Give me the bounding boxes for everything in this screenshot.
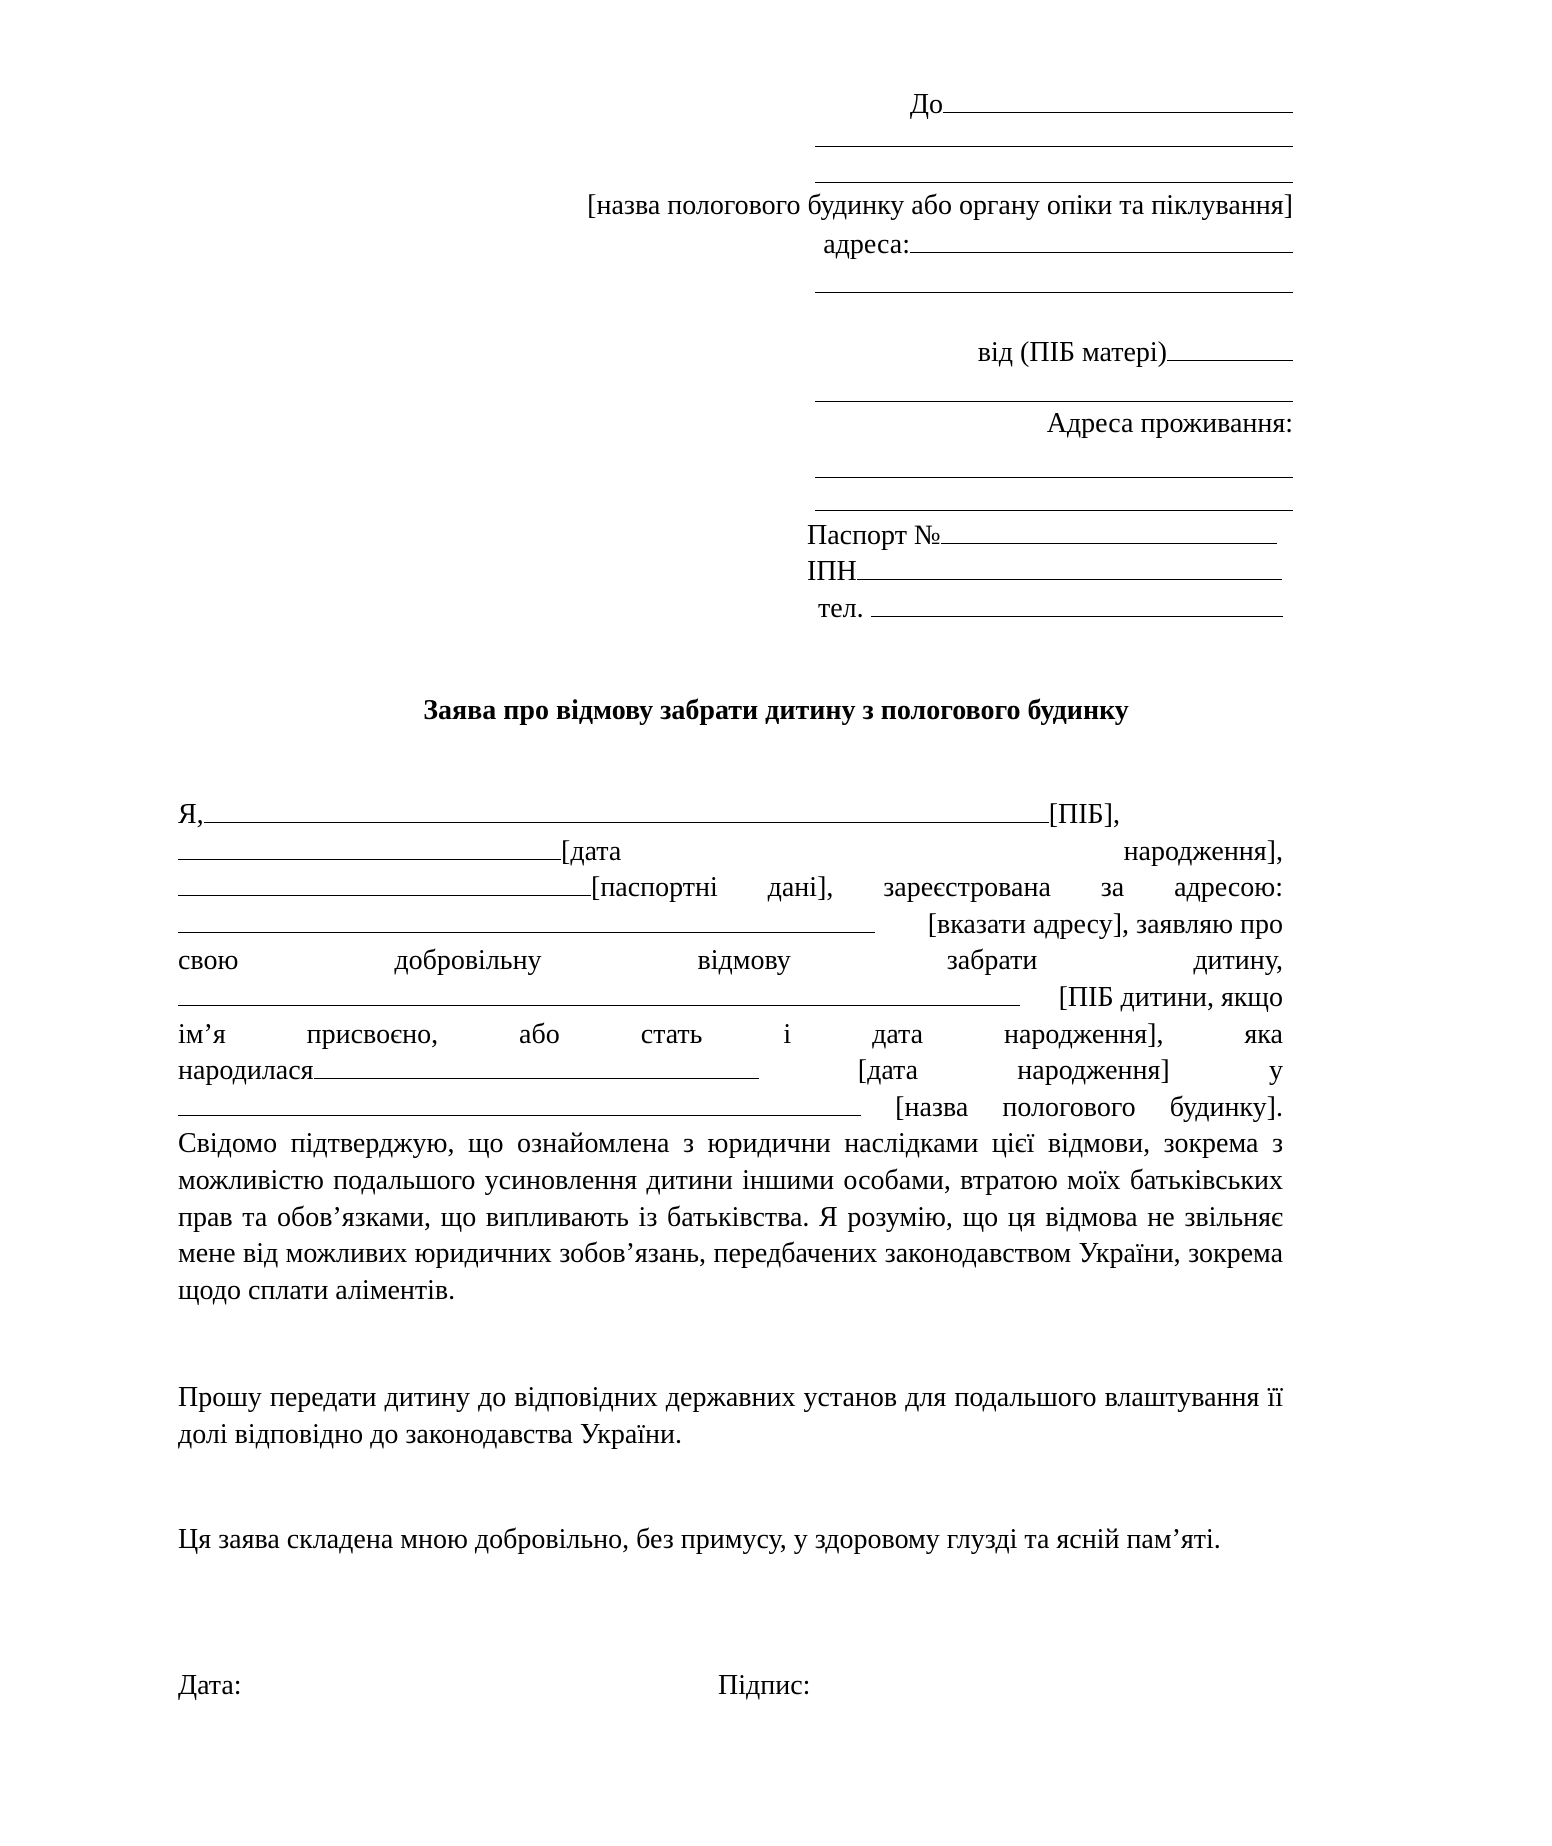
body-line-6: [ПІБ дитини, якщо <box>178 980 1283 1017</box>
tax-id-blank <box>857 553 1282 580</box>
signature-label: Підпис: <box>718 1670 811 1701</box>
address-label: адреса: <box>823 229 910 260</box>
residence-label: Адреса проживання: <box>1046 408 1293 439</box>
to-line <box>910 86 1293 122</box>
acknowledgement-paragraph: Свідомо підтверджую, що ознайомлена з юридични наслідками цієї відмови, зокрема з можливістю подальшого усиновлення дитини іншими особами, втратою моїх батьківських прав та обов’язками, що випливають із батьківства. Я розумію, що ця відмова не звільняє мене від можливих юридичних зобов’язань, передбачених законодавством України, зокрема щодо сплати аліментів. <box>178 1128 1283 1306</box>
body-line-3: [паспортні дані], зареєстрована за адресою: <box>178 870 1283 907</box>
residence-blank-2 <box>815 510 1293 511</box>
to-label: До <box>909 89 943 120</box>
name-blank <box>204 798 1049 823</box>
date-label: Дата: <box>178 1670 242 1701</box>
passport-label: Паспорт № <box>807 520 941 551</box>
body-line-9: [назва пологового будинку]. <box>178 1090 1283 1127</box>
to-blank <box>943 86 1293 113</box>
passport-line <box>807 517 1277 553</box>
maternity-name-blank <box>178 1091 861 1116</box>
address-blank-2 <box>815 292 1293 293</box>
from-blank <box>1167 334 1293 361</box>
body-line-1: Я, [ПІБ], <box>178 799 1120 830</box>
child-birthdate-blank <box>314 1054 759 1079</box>
phone-line <box>818 590 1283 626</box>
body-line-4: [вказати адресу], заявляю про <box>178 907 1283 944</box>
recipient-blank-2 <box>815 182 1293 183</box>
passport-blank <box>941 517 1277 544</box>
recipient-blank-1 <box>815 146 1293 147</box>
request-paragraph: Прошу передати дитину до відповідних державних установ для подальшого влаштування її долі відповідно до законодавства України. <box>178 1382 1283 1450</box>
passport-data-blank <box>178 871 591 896</box>
body-line-7: ім’я присвоєно, або стать і дата народження], яка <box>178 1018 1283 1050</box>
address-blank-body <box>178 908 875 933</box>
phone-blank <box>871 590 1283 617</box>
statement-body <box>178 797 1283 1309</box>
from-line <box>978 334 1293 370</box>
birthdate-blank <box>178 835 561 860</box>
address-line <box>823 226 1293 262</box>
tax-id-label: ІПН <box>807 556 857 587</box>
residence-blank-1 <box>815 477 1293 478</box>
recipient-hint: [назва пологового будинку або органу опіки та піклування] <box>587 190 1293 221</box>
phone-label: тел. <box>818 593 864 624</box>
body-line-8: народилася [дата народження] у <box>178 1055 1283 1087</box>
mother-name-blank <box>815 401 1293 402</box>
child-name-blank <box>178 981 1020 1006</box>
body-line-5: свою добровільну відмову забрати дитину, <box>178 945 1283 977</box>
tax-id-line <box>807 553 1282 589</box>
from-label: від (ПІБ матері) <box>977 337 1167 368</box>
document-title: Заява про відмову забрати дитину з пологового будинку <box>423 695 1129 726</box>
voluntary-paragraph: Ця заява складена мною добровільно, без примусу, у здоровому глузді та ясній пам’яті. <box>178 1524 1221 1555</box>
body-line-2: [дата народження], <box>178 834 1283 871</box>
address-blank <box>910 226 1293 253</box>
